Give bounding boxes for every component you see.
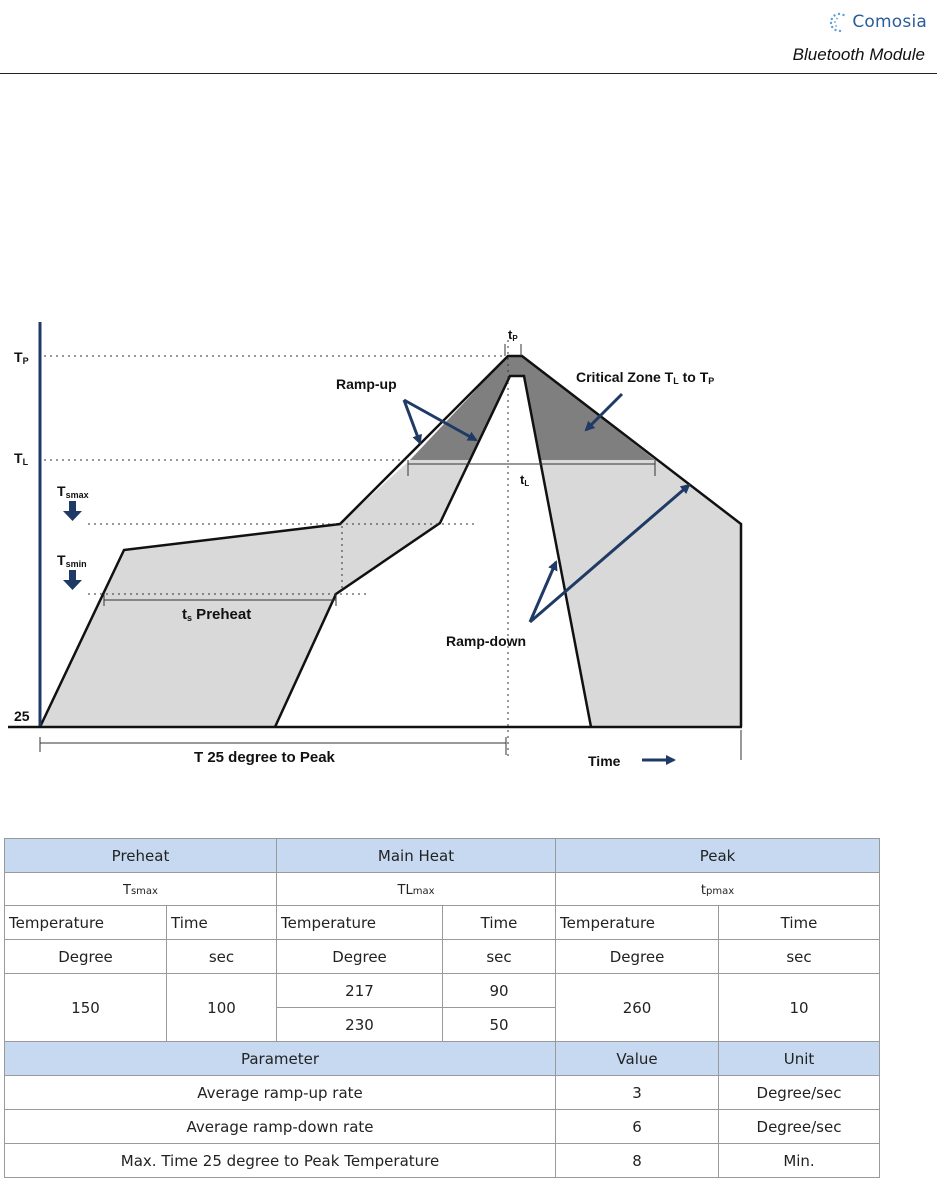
main-heat-time-value: 90 — [443, 974, 556, 1008]
comosia-logo-icon — [828, 11, 850, 33]
t25-axis-label: 25 — [14, 708, 30, 724]
logo — [828, 8, 927, 36]
param-unit: Min. — [719, 1144, 880, 1178]
tsmax-down-arrow-icon — [63, 501, 82, 521]
param-value: 6 — [556, 1110, 719, 1144]
tsmin-down-arrow-icon — [63, 570, 82, 590]
critical-zone-label: Critical Zone TL to TP — [576, 369, 715, 386]
col-header: Time — [167, 906, 277, 940]
page-header — [0, 0, 937, 76]
symbol-tsmax: Tsmax — [5, 873, 277, 906]
table-row — [5, 906, 880, 940]
peak-time-value: 10 — [719, 974, 880, 1042]
col-header: Temperature — [556, 906, 719, 940]
table-row — [5, 974, 880, 1008]
unit-header: Unit — [719, 1042, 880, 1076]
param-unit: Degree/sec — [719, 1076, 880, 1110]
unit-cell: sec — [443, 940, 556, 974]
t25-peak-label: T 25 degree to Peak — [194, 749, 335, 766]
document-subtitle: Bluetooth Module — [792, 45, 925, 64]
table-row — [5, 1042, 880, 1076]
group-preheat: Preheat — [5, 839, 277, 873]
param-unit: Degree/sec — [719, 1110, 880, 1144]
symbol-tpmax: tpmax — [556, 873, 880, 906]
param-name: Average ramp-up rate — [5, 1076, 556, 1110]
tp-width-label: tP — [508, 327, 518, 343]
param-name: Max. Time 25 degree to Peak Temperature — [5, 1144, 556, 1178]
table-row — [5, 1144, 880, 1178]
param-value: 3 — [556, 1076, 719, 1110]
table-row — [5, 873, 880, 906]
param-name: Average ramp-down rate — [5, 1110, 556, 1144]
header-divider — [0, 73, 937, 74]
tl-width-label: tL — [520, 472, 530, 488]
ramp-down-arrow-left — [530, 562, 556, 622]
logo-text: Comosia — [852, 12, 927, 32]
peak-temp-value: 260 — [556, 974, 719, 1042]
unit-cell: sec — [167, 940, 277, 974]
group-main-heat: Main Heat — [277, 839, 556, 873]
preheat-temp-value: 150 — [5, 974, 167, 1042]
tsmin-axis-label: Tsmin — [57, 552, 87, 569]
unit-cell: Degree — [556, 940, 719, 974]
reflow-profile-diagram — [0, 300, 937, 780]
main-heat-time-value: 50 — [443, 1008, 556, 1042]
tp-axis-label: TP — [14, 349, 29, 366]
symbol-tlmax: TLmax — [277, 873, 556, 906]
param-value: 8 — [556, 1144, 719, 1178]
unit-cell: Degree — [5, 940, 167, 974]
reflow-spec-table — [4, 838, 880, 1178]
table-row — [5, 839, 880, 873]
tl-axis-label: TL — [14, 450, 29, 467]
preheat-time-value: 100 — [167, 974, 277, 1042]
main-heat-temp-value: 230 — [277, 1008, 443, 1042]
unit-cell: Degree — [277, 940, 443, 974]
table-row — [5, 1076, 880, 1110]
unit-cell: sec — [719, 940, 880, 974]
value-header: Value — [556, 1042, 719, 1076]
col-header: Temperature — [5, 906, 167, 940]
ramp-up-label: Ramp-up — [336, 376, 397, 392]
tsmax-axis-label: Tsmax — [57, 483, 89, 500]
col-header: Time — [719, 906, 880, 940]
main-heat-temp-value: 217 — [277, 974, 443, 1008]
preheat-label: ts Preheat — [182, 606, 252, 623]
col-header: Temperature — [277, 906, 443, 940]
col-header: Time — [443, 906, 556, 940]
table-row — [5, 1110, 880, 1144]
table-row — [5, 940, 880, 974]
group-peak: Peak — [556, 839, 880, 873]
time-axis-label: Time — [588, 753, 621, 769]
param-header: Parameter — [5, 1042, 556, 1076]
ramp-down-label: Ramp-down — [446, 633, 527, 649]
